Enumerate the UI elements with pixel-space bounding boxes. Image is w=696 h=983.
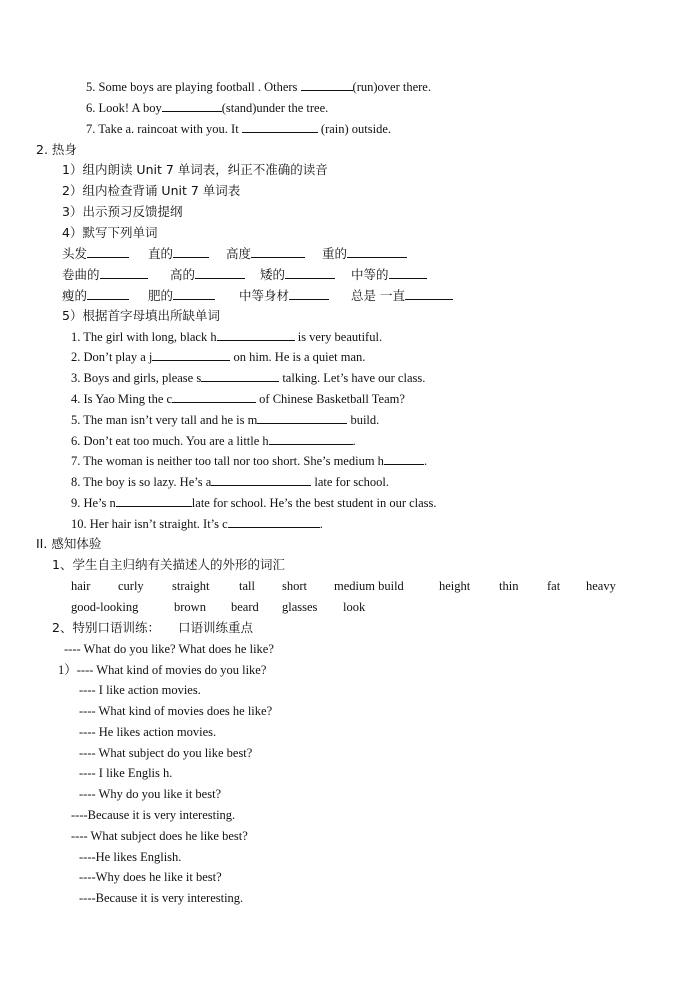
exercise-5 <box>86 79 431 95</box>
exercise-text: 7. Take a. raincoat with you. It <box>86 122 242 136</box>
fill-item-10: 10. Her hair isn’t straight. It’s c . <box>71 517 323 531</box>
answer-blank[interactable] <box>173 246 209 258</box>
warmup-step-1: 1）组内朗读 Unit 7 单词表，纠正不准确的读音 <box>62 162 328 177</box>
warmup-step-5: 5）根据首字母填出所缺单词 <box>62 308 220 323</box>
fill-item-6: 6. Don’t eat too much. You are a little h . <box>71 434 356 448</box>
answer-blank[interactable] <box>217 329 295 341</box>
fill-item-7: 7. The woman is neither too tall nor too short. She’s medium h . <box>71 454 428 468</box>
vocab-item: 直的 <box>148 246 209 262</box>
dialog-line: 1）---- What kind of movies do you like? <box>58 663 267 677</box>
vocab-item: 中等的 <box>351 267 427 283</box>
answer-blank[interactable] <box>257 412 347 424</box>
dialog-line: ---- Why do you like it best? <box>79 787 222 801</box>
word: good-looking <box>71 600 139 614</box>
answer-blank[interactable] <box>172 391 256 403</box>
word: fat <box>547 579 561 593</box>
section-part2-title: II. 感知体验 <box>36 536 102 551</box>
answer-blank[interactable] <box>100 267 148 279</box>
word: look <box>343 600 366 614</box>
dialog-line: ---- What do you like? What does he like? <box>64 642 274 656</box>
answer-blank[interactable] <box>152 349 230 361</box>
word: straight <box>172 579 210 593</box>
answer-blank[interactable] <box>87 288 129 300</box>
part2-step-2: 2、特别口语训练： 口语训练重点 <box>52 620 253 635</box>
dialog-line: ----He likes English. <box>79 850 182 864</box>
answer-blank[interactable] <box>347 246 407 258</box>
dialog-line: ---- What subject do you like best? <box>79 746 253 760</box>
answer-blank[interactable] <box>116 495 192 507</box>
answer-blank[interactable] <box>242 121 318 133</box>
word: curly <box>118 579 144 593</box>
part2-step-1: 1、学生自主归纳有关描述人的外形的词汇 <box>52 557 285 572</box>
vocab-item: 头发 <box>62 246 129 262</box>
vocab-item: 矮的 <box>260 267 335 283</box>
dialog-line: ----Because it is very interesting. <box>79 891 244 905</box>
word: thin <box>499 579 519 593</box>
answer-blank[interactable] <box>301 79 353 91</box>
vocab-item: 高的 <box>170 267 245 283</box>
answer-blank[interactable] <box>173 288 215 300</box>
word: tall <box>239 579 255 593</box>
exercise-text: 5. Some boys are playing football . Others <box>86 80 301 94</box>
answer-blank[interactable] <box>211 474 311 486</box>
warmup-step-4: 4）默写下列单词 <box>62 225 158 240</box>
dialog-line: ---- What subject does he like best? <box>71 829 248 843</box>
answer-blank[interactable] <box>269 433 353 445</box>
answer-blank[interactable] <box>405 288 453 300</box>
word: beard <box>231 600 259 614</box>
exercise-text: (run)over there. <box>352 80 431 94</box>
answer-blank[interactable] <box>384 453 424 465</box>
vocab-item: 中等身材 <box>239 288 329 304</box>
answer-blank[interactable] <box>389 267 427 279</box>
warmup-step-3: 3）出示预习反馈提纲 <box>62 204 183 219</box>
vocab-item: 重的 <box>322 246 407 262</box>
word: height <box>439 579 471 593</box>
section-warmup-title: 2. 热身 <box>36 142 77 157</box>
dialog-line: ----Why does he like it best? <box>79 870 222 884</box>
vocab-item: 肥的 <box>148 288 215 304</box>
dialog-line: ---- I like Englis h. <box>79 766 173 780</box>
vocab-item: 卷曲的 <box>62 267 148 283</box>
dialog-line: ---- What kind of movies does he like? <box>79 704 273 718</box>
word: brown <box>174 600 206 614</box>
vocab-item: 瘦的 <box>62 288 129 304</box>
word: glasses <box>282 600 318 614</box>
fill-item-2: 2. Don’t play a j on him. He is a quiet man. <box>71 350 366 364</box>
answer-blank[interactable] <box>87 246 129 258</box>
exercise-7 <box>86 121 391 137</box>
dialog-line: ---- He likes action movies. <box>79 725 217 739</box>
warmup-step-2: 2）组内检查背诵 Unit 7 单词表 <box>62 183 241 198</box>
answer-blank[interactable] <box>195 267 245 279</box>
exercise-text: (stand)under the tree. <box>221 101 329 115</box>
word: medium build <box>334 579 404 593</box>
fill-item-3: 3. Boys and girls, please s talking. Let’s have our class. <box>71 371 426 385</box>
fill-item-5: 5. The man isn’t very tall and he is m build. <box>71 413 380 427</box>
exercise-6 <box>86 100 328 116</box>
answer-blank[interactable] <box>289 288 329 300</box>
answer-blank[interactable] <box>228 516 320 528</box>
exercise-text: (rain) outside. <box>317 122 392 136</box>
word: heavy <box>586 579 616 593</box>
dialog-line: ----Because it is very interesting. <box>71 808 236 822</box>
answer-blank[interactable] <box>251 246 305 258</box>
answer-blank[interactable] <box>162 100 222 112</box>
dialog-line: ---- I like action movies. <box>79 683 201 697</box>
fill-item-9: 9. He’s n late for school. He’s the best student in our class. <box>71 496 437 510</box>
fill-item-4: 4. Is Yao Ming the c of Chinese Basketball Team? <box>71 392 405 406</box>
vocab-item: 总是 一直 <box>351 288 453 304</box>
fill-item-1: 1. The girl with long, black h is very beautiful. <box>71 330 383 344</box>
answer-blank[interactable] <box>285 267 335 279</box>
answer-blank[interactable] <box>201 370 279 382</box>
vocab-item: 高度 <box>226 246 305 262</box>
exercise-text: 6. Look! A boy <box>86 101 162 115</box>
word: hair <box>71 579 91 593</box>
fill-item-8: 8. The boy is so lazy. He’s a late for school. <box>71 475 390 489</box>
word: short <box>282 579 307 593</box>
